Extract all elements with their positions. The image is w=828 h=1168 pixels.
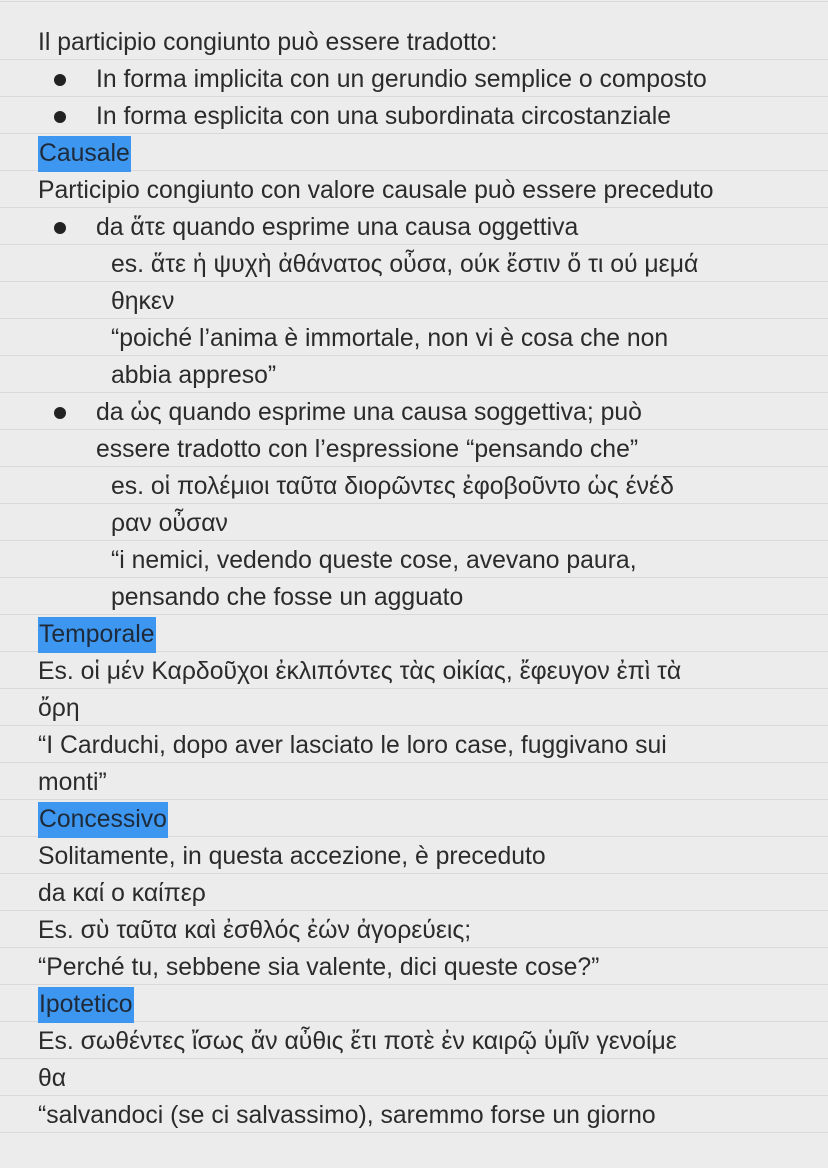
translation-cont: abbia appreso” (111, 362, 277, 389)
bullet-item (0, 98, 828, 135)
highlighted-heading: Causale (38, 136, 131, 172)
bullet-text: da ὡς quando esprime una causa soggettiva; può (96, 399, 642, 426)
greek-example: Es. οἱ μέν Καρδοῦχοι ἐκλιπόντες τὰς οἰκίας, ἔφευγον ἐπὶ τὰ (38, 658, 682, 685)
section-heading-concessivo (0, 801, 828, 838)
translation: “salvandoci (se ci salvassimo), saremmo forse un giorno (38, 1102, 656, 1129)
bullet-dot-icon (54, 111, 66, 123)
greek-example: Es. σωθέντες ἴσως ἄν αὖθις ἔτι ποτὲ ἐν καιρῷ ὑμῖν γενοίμε (38, 1028, 677, 1055)
greek-example-cont: θηκεν (111, 288, 175, 315)
causale-text: Participio congiunto con valore causale può essere preceduto (38, 177, 714, 204)
translation: “I Carduchi, dopo aver lasciato le loro case, fuggivano sui (38, 732, 667, 759)
bullet-text: da ἅτε quando esprime una causa oggettiva (96, 214, 579, 241)
translation: “Perché tu, sebbene sia valente, dici queste cose?” (38, 954, 600, 981)
bullet-dot-icon (54, 407, 66, 419)
intro-line: Il participio congiunto può essere tradotto: (38, 29, 498, 56)
greek-example-cont: θα (38, 1065, 67, 1092)
translation: “i nemici, vedendo queste cose, avevano paura, (111, 547, 637, 574)
bullet-text: In forma implicita con un gerundio semplice o composto (96, 66, 707, 93)
greek-example-cont: ραν οὖσαν (111, 510, 228, 537)
section-heading-causale (0, 135, 828, 172)
greek-example: Es. σὺ ταῦτα καὶ ἐσθλός ἐών ἀγορεύεις; (38, 917, 472, 944)
translation-cont: monti” (38, 769, 107, 796)
bullet-item (0, 209, 828, 246)
bullet-dot-icon (54, 74, 66, 86)
concessivo-text-cont: da καί o καίπερ (38, 880, 206, 907)
note-page (0, 24, 828, 1134)
bullet-item (0, 61, 828, 98)
highlighted-heading: Concessivo (38, 802, 168, 838)
translation: “poiché l’anima è immortale, non vi è cosa che non (111, 325, 669, 352)
greek-example: es. ἅτε ἡ ψυχὴ ἀθάνατος οὖσα, ούκ ἔστιν ὅ τι ού μεμά (111, 251, 699, 278)
section-heading-temporale (0, 616, 828, 653)
bullet-item (0, 394, 828, 431)
bullet-text-cont: essere tradotto con l’espressione “pensando che” (96, 436, 639, 463)
bullet-text: In forma esplicita con una subordinata circostanziale (96, 103, 672, 130)
greek-example-cont: ὄρη (38, 695, 80, 722)
concessivo-text: Solitamente, in questa accezione, è preceduto (38, 843, 546, 870)
highlighted-heading: Temporale (38, 617, 156, 653)
greek-example: es. οἱ πολέμιοι ταῦτα διορῶντες ἐφοβοῦντο ὡς ένέδ (111, 473, 674, 500)
section-heading-ipotetico (0, 986, 828, 1023)
bullet-dot-icon (54, 222, 66, 234)
highlighted-heading: Ipotetico (38, 987, 134, 1023)
translation-cont: pensando che fosse un agguato (111, 584, 464, 611)
